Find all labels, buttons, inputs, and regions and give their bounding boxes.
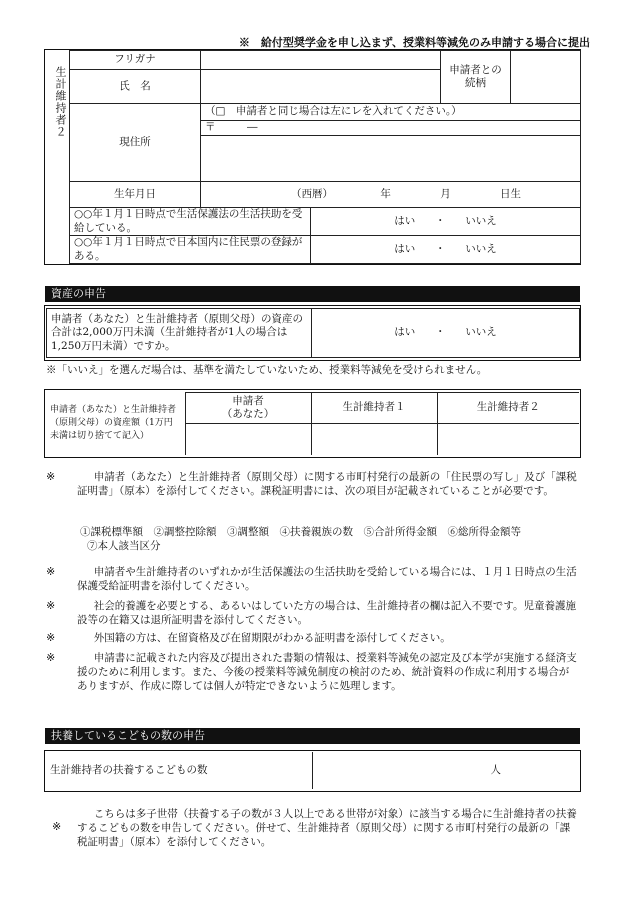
note-1-items-1: ①課税標準額 ②調整控除額 ③調整額 ④扶養親族の数 ⑤合計所得金額 ⑥総所得金額等 [80, 526, 521, 538]
note-mark-children: ※ [52, 820, 62, 833]
col-maintainer1: 生計維持者１ [311, 393, 437, 424]
relation-field[interactable] [511, 51, 581, 104]
top-note: ※ 給付型奨学金を申し込まず、授業料等減免のみ申請する場合に提出 [238, 36, 590, 49]
note-1-items-2: ⑦本人該当区分 [87, 540, 161, 552]
amount-label: 申請者（あなた）と生計維持者（原則父母）の資産額（1万円未満は切り捨てて記入） [50, 405, 177, 441]
note-1: 申請者（あなた）と生計維持者（原則父母）に関する市町村発行の最新の「住民票の写し」及び「課税証明書」（原本）を添付してください。課税証明書には、次の項目が記載されていることが必要です。 [77, 471, 577, 497]
children-label: 生計維持者の扶養するこどもの数 [46, 752, 312, 789]
note-mark-3: ※ [46, 599, 56, 612]
resident-question: ○○年１月１日時点で日本国内に住民票の登録がある。 [70, 236, 311, 264]
children-count-field[interactable]: 人 [490, 763, 501, 776]
assets-table [46, 308, 580, 358]
amount-maintainer1-field[interactable] [311, 424, 437, 455]
same-address-checkbox[interactable]: （□ 申請者と同じ場合は左にレを入れてください。） [201, 104, 581, 121]
note-mark-2: ※ [46, 565, 56, 578]
note-mark-4: ※ [46, 631, 56, 644]
amount-applicant-field[interactable] [185, 424, 311, 455]
assets-warning: ※「いいえ」を選んだ場合は、基準を満たしていないため、授業料等減免を受けられません。 [46, 364, 488, 376]
furigana-label: フリガナ [70, 51, 201, 70]
relation-label: 申請者との 続柄 [441, 51, 511, 104]
resident-answer[interactable]: はい ・ いいえ [311, 236, 581, 264]
amount-maintainer2-field[interactable] [437, 424, 579, 455]
col-maintainer2: 生計維持者２ [437, 393, 579, 424]
note-mark-5: ※ [46, 651, 56, 664]
col-applicant: 申請者 （あなた） [185, 393, 311, 424]
assets-question: 申請者（あなた）と生計維持者（原則父母）の資産の合計は2,000万円未満（生計維持者が1人の場合は1,250万円未満）ですか。 [47, 309, 312, 358]
name-field[interactable] [201, 70, 441, 104]
note-2: 申請者や生計維持者のいずれかが生活保護法の生活扶助を受給している場合には、１月１日時点の生活保護受給証明書を添付してください。 [77, 566, 577, 592]
note-3: 社会的養護を必要とする、あるいはしていた方の場合は、生計維持者の欄は記入不要です。児童養護施設等の在籍又は退所証明書を添付してください。 [77, 600, 576, 626]
children-note: こちらは多子世帯（扶養する子の数が３人以上である世帯が対象）に該当する場合に生計維持者の扶養するこどもの数を申告してください。併せて、生計維持者（原則父母）に関する市町村発行の最新の「課税証明書」（原本）を添付してください。 [77, 808, 577, 848]
address-field[interactable] [201, 136, 581, 182]
birth-field[interactable]: （西暦） 年 月 日生 [201, 182, 581, 208]
welfare-question: ○○年１月１日時点で生活保護法の生活扶助を受給している。 [70, 208, 311, 236]
welfare-answer[interactable]: はい ・ いいえ [311, 208, 581, 236]
name-label: 氏 名 [70, 70, 201, 104]
postal-field[interactable]: 〒 ― [201, 121, 581, 136]
amount-table [46, 392, 579, 455]
address-label: 現住所 [70, 104, 201, 182]
children-title: 扶養しているこどもの数の申告 [45, 728, 580, 744]
maintainer2-table [69, 50, 581, 264]
assets-answer[interactable]: はい ・ いいえ [312, 309, 580, 358]
children-table [46, 752, 579, 789]
note-4: 外国籍の方は、在留資格及び在留期限がわかる証明書を添付してください。 [93, 632, 451, 644]
assets-title: 資産の申告 [45, 286, 580, 302]
birth-label: 生年月日 [70, 182, 201, 208]
maintainer2-side-label: 生計維持者２ [54, 66, 67, 138]
note-5: 申請書に記載された内容及び提出された書類の情報は、授業料等減免の認定及び本学が実施する経済支援のために利用します。また、今後の授業料等減免制度の検討のため、統計資料の作成に利用する場合がありますが、作成に際しては個人が特定できないように処理します。 [77, 652, 577, 692]
note-mark-1: ※ [46, 470, 56, 483]
furigana-field[interactable] [201, 51, 441, 70]
